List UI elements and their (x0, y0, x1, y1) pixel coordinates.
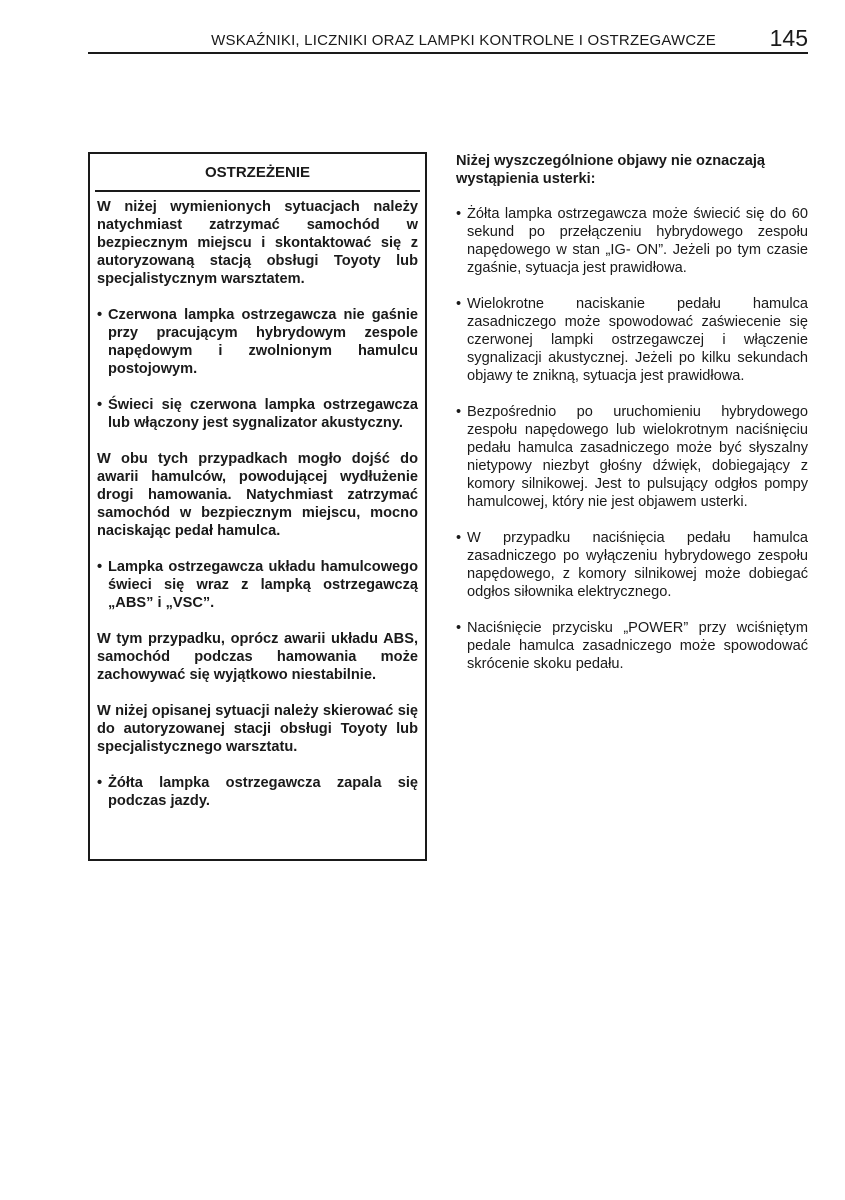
bullet-icon: • (456, 296, 462, 312)
warning-bullet-item (97, 396, 418, 432)
notes-bullet-text: Naciśnięcie przycisku „POWER” przy wciśniętym pedale hamulca zasadniczego może spowodować skrócenie skoku pedału. (467, 620, 808, 672)
bullet-icon: • (456, 620, 462, 636)
warning-heading: OSTRZEŻENIE (95, 154, 420, 192)
warning-bullet-text: Świeci się czerwona lampka ostrzegawcza lub włączony jest sygnalizator akustyczny. (108, 397, 418, 431)
warning-paragraph: W obu tych przypadkach mogło dojść do awarii hamulców, powodującej wydłużenie drogi hamowania. Natychmiast zatrzymać samochód w bezpiecznym miejscu, mocno naciskając pedał hamulca. (97, 451, 418, 539)
warning-bullet-item (97, 558, 418, 612)
bullet-icon: • (456, 530, 462, 546)
notes-bullet-item (456, 529, 808, 601)
notes-bullet-item (456, 205, 808, 277)
warning-bullet-item (97, 306, 418, 378)
bullet-icon: • (97, 307, 103, 323)
warning-box (88, 152, 427, 861)
notes-bullet-text: W przypadku naciśnięcia pedału hamulca zasadniczego po wyłączeniu hybrydowego zespołu napędowego, z komory silnikowej może dobiegać odgłos siłownika elektrycznego. (467, 530, 808, 600)
warning-bullet-text: Lampka ostrzegawcza układu hamulcowego świeci się wraz z lampką ostrzegawczą „ABS” i „VSC”. (108, 559, 418, 611)
page-number: 145 (769, 25, 808, 51)
notes-bullet-text: Żółta lampka ostrzegawcza może świecić się do 60 sekund po przełączeniu hybrydowego zespołu napędowego w stan „IG- ON”. Jeżeli po tym czasie zgaśnie, sytuacja jest prawidłowa. (467, 206, 808, 276)
notes-bullet-item (456, 295, 808, 385)
notes-bullet-text: Bezpośrednio po uruchomieniu hybrydowego zespołu napędowego lub wielokrotnym naciśnięciu pedału hamulca zasadniczego może być słyszalny nietypowy niezbyt głośny dźwięk, dobiegający z komory silnikowej. Jest to pulsujący odgłos pompy hamulcowej, który nie jest objawem usterki. (467, 404, 808, 510)
warning-intro: W niżej wymienionych sytuacjach należy natychmiast zatrzymać samochód w bezpiecznym miejscu i skontaktować się z autoryzowaną stacją obsługi Toyoty lub specjalistycznym warsztatem. (97, 199, 418, 287)
notes-intro: Niżej wyszczególnione objawy nie oznaczają wystąpienia usterki: (456, 153, 765, 187)
bullet-icon: • (97, 397, 103, 413)
notes-bullet-text: Wielokrotne naciskanie pedału hamulca zasadniczego może spowodować zaświecenie się czerwonej lampki ostrzegawczej i włączenie sygnalizacji akustycznej. Jeżeli po kilku sekundach objawy te znikną, sytuacja jest prawidłowa. (467, 296, 808, 384)
warning-body (90, 192, 425, 810)
warning-bullet-text: Czerwona lampka ostrzegawcza nie gaśnie przy pracującym hybrydowym zespole napędowym i zwolnionym hamulcu postojowym. (108, 307, 418, 377)
page-header (88, 24, 808, 54)
warning-bullet-item (97, 774, 418, 810)
notes-bullet-item (456, 403, 808, 511)
warning-bullet-text: Żółta lampka ostrzegawcza zapala się podczas jazdy. (108, 775, 418, 809)
bullet-icon: • (97, 775, 103, 791)
warning-paragraph: W tym przypadku, oprócz awarii układu ABS, samochód podczas hamowania może zachowywać się wyjątkowo niestabilnie. (97, 631, 418, 683)
bullet-icon: • (456, 404, 462, 420)
notes-column (456, 152, 808, 691)
notes-bullet-item (456, 619, 808, 673)
bullet-icon: • (97, 559, 103, 575)
bullet-icon: • (456, 206, 462, 222)
chapter-title: WSKAŹNIKI, LICZNIKI ORAZ LAMPKI KONTROLNE I OSTRZEGAWCZE (211, 32, 716, 49)
warning-paragraph: W niżej opisanej sytuacji należy skierować się do autoryzowanej stacji obsługi Toyoty lub specjalistycznego warsztatu. (97, 703, 418, 755)
